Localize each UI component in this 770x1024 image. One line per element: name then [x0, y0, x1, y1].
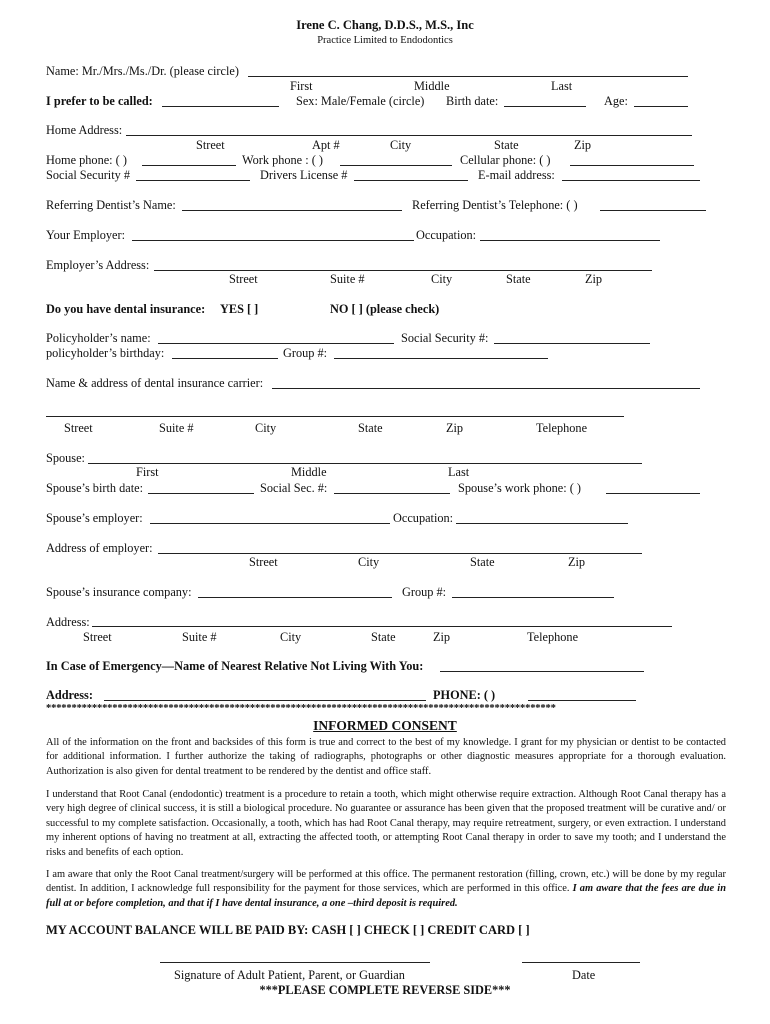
group-label: Group #:	[283, 346, 328, 360]
spouse-insurance-field[interactable]	[198, 597, 392, 598]
insurance-no-checkbox[interactable]: NO [ ] (please check)	[330, 302, 440, 316]
prefer-field[interactable]	[162, 106, 279, 107]
carrier-field[interactable]	[272, 388, 700, 389]
spouse-label: Spouse:	[46, 451, 85, 465]
signature-label: Signature of Adult Patient, Parent, or Guardian	[174, 968, 405, 982]
spouse-addr-street-sublabel: Street	[83, 630, 112, 644]
carrier-city-sublabel: City	[255, 421, 277, 435]
spouse-emp-street-sublabel: Street	[249, 555, 278, 569]
practice-name: Irene C. Chang, D.D.S., M.S., Inc	[296, 18, 474, 32]
referring-dentist-name-field[interactable]	[182, 210, 402, 211]
spouse-occupation-field[interactable]	[456, 523, 628, 524]
emergency-phone-field[interactable]	[528, 700, 636, 701]
prefer-label: I prefer to be called:	[46, 94, 153, 108]
employer-address-field[interactable]	[154, 270, 652, 271]
emergency-phone-label: PHONE: ( )	[433, 688, 496, 702]
emp-zip-sublabel: Zip	[585, 272, 603, 286]
policyholder-name-field[interactable]	[158, 343, 394, 344]
cell-phone-label: Cellular phone: ( )	[460, 153, 551, 167]
city-sublabel: City	[390, 138, 412, 152]
separator-stars: ****************************************************************************************************	[46, 703, 556, 714]
spouse-emp-state-sublabel: State	[470, 555, 495, 569]
home-address-label: Home Address:	[46, 123, 123, 137]
employer-field[interactable]	[132, 240, 414, 241]
referring-dentist-name-label: Referring Dentist’s Name:	[46, 198, 176, 212]
emergency-contact-label: In Case of Emergency—Name of Nearest Relative Not Living With You:	[46, 659, 424, 673]
insurance-yes-checkbox[interactable]: YES [ ]	[220, 302, 259, 316]
referring-dentist-phone-label: Referring Dentist’s Telephone: ( )	[412, 198, 578, 212]
carrier-street-sublabel: Street	[64, 421, 93, 435]
policyholder-ssn-field[interactable]	[494, 343, 650, 344]
first-sublabel: First	[290, 79, 313, 93]
consent-paragraph-3-text: I am aware that only the Root Canal treatment/surgery will be performed at this office. The permanent restoration (filling, crown, etc.) will be done by my regular dentist. In addition, I acknowledge full responsibility for the payment for those services, which are performed in this office.	[46, 869, 726, 895]
spouse-middle-sublabel: Middle	[291, 465, 327, 479]
spouse-emp-city-sublabel: City	[358, 555, 380, 569]
cell-phone-field[interactable]	[570, 165, 694, 166]
ssn-label: Social Security #	[46, 168, 131, 182]
consent-title: INFORMED CONSENT	[313, 718, 457, 733]
email-label: E-mail address:	[478, 168, 555, 182]
middle-sublabel: Middle	[414, 79, 450, 93]
birth-date-field[interactable]	[504, 106, 586, 107]
consent-paragraph-1: All of the information on the front and backsides of this form is true and correct to the best of my knowledge. I grant for my physician or dentist to be contacted for additional information. I further authorize the taking of radiographs, photographs or other diagnostic measures appropriate for a thorough evaluation. Authorization is also given for dental treatment to be rendered by the dentist and office staff.	[46, 737, 726, 777]
consent-paragraph-2: I understand that Root Canal (endodontic) treatment is a procedure to retain a tooth, which might otherwise require extraction. Although Root Canal therapy has a very high degree of clinical success, it is still a biological procedure. No guarantee or assurance has been given that the proposed treatment will be curative and/ or successful to my complete satisfaction. Occasionally, a tooth, which has had Root Canal therapy, may require retreatment, surgery, or even extraction. I understand my inherent options of having no treatment at all, extracting the affected tooth, or attempting Root Canal therapy in order to save my tooth; and I understand the risks and benefits of each option.	[46, 789, 726, 858]
spouse-name-field[interactable]	[88, 463, 642, 464]
emp-suite-sublabel: Suite #	[330, 272, 365, 286]
occupation-field[interactable]	[480, 240, 660, 241]
name-label: Name: Mr./Mrs./Ms./Dr. (please circle)	[46, 64, 239, 78]
drivers-license-field[interactable]	[354, 180, 468, 181]
carrier-state-sublabel: State	[358, 421, 383, 435]
emergency-contact-field[interactable]	[440, 671, 644, 672]
carrier-suite-sublabel: Suite #	[159, 421, 194, 435]
sex-label: Sex: Male/Female (circle)	[296, 94, 425, 108]
spouse-occupation-label: Occupation:	[393, 511, 454, 525]
employer-label: Your Employer:	[46, 228, 126, 242]
referring-dentist-phone-field[interactable]	[600, 210, 706, 211]
policyholder-birthday-label: policyholder’s birthday:	[46, 346, 165, 360]
age-field[interactable]	[634, 106, 688, 107]
spouse-ssn-field[interactable]	[334, 493, 450, 494]
birth-date-label: Birth date:	[446, 94, 499, 108]
date-label: Date	[572, 968, 596, 982]
spouse-addr-city-sublabel: City	[280, 630, 302, 644]
spouse-first-sublabel: First	[136, 465, 159, 479]
emergency-address-label: Address:	[46, 688, 93, 702]
reverse-side-note: ***PLEASE COMPLETE REVERSE SIDE***	[259, 983, 511, 997]
ssn-field[interactable]	[136, 180, 250, 181]
spouse-last-sublabel: Last	[448, 465, 470, 479]
home-phone-label: Home phone: ( )	[46, 153, 127, 167]
spouse-employer-address-field[interactable]	[158, 553, 642, 554]
spouse-insurance-label: Spouse’s insurance company:	[46, 585, 192, 599]
spouse-addr-telephone-sublabel: Telephone	[527, 630, 579, 644]
spouse-work-phone-label: Spouse’s work phone: ( )	[458, 481, 581, 495]
emp-state-sublabel: State	[506, 272, 531, 286]
zip-sublabel: Zip	[574, 138, 592, 152]
spouse-addr-suite-sublabel: Suite #	[182, 630, 217, 644]
spouse-ssn-label: Social Sec. #:	[260, 481, 328, 495]
consent-paragraph-3-emphasis: I am aware that the fees are due in full at or before completion, and that if I have dental insurance, a one –third deposit is required.	[46, 883, 726, 909]
spouse-work-phone-field[interactable]	[606, 493, 700, 494]
payment-method-label[interactable]: MY ACCOUNT BALANCE WILL BE PAID BY: CASH [ ] CHECK [ ] CREDIT CARD [ ]	[46, 923, 530, 937]
email-field[interactable]	[562, 180, 700, 181]
work-phone-label: Work phone : ( )	[242, 153, 323, 167]
work-phone-field[interactable]	[340, 165, 452, 166]
street-sublabel: Street	[196, 138, 225, 152]
home-address-field[interactable]	[126, 135, 692, 136]
signature-field[interactable]	[160, 962, 430, 963]
spouse-emp-zip-sublabel: Zip	[568, 555, 586, 569]
group-field[interactable]	[334, 358, 548, 359]
spouse-birth-field[interactable]	[148, 493, 254, 494]
insurance-question: Do you have dental insurance:	[46, 302, 206, 316]
consent-paragraph-3	[46, 868, 726, 911]
age-label: Age:	[604, 94, 628, 108]
emergency-address-field[interactable]	[104, 700, 426, 701]
carrier-label: Name & address of dental insurance carrier:	[46, 376, 264, 390]
spouse-employer-address-label: Address of employer:	[46, 541, 153, 555]
emp-street-sublabel: Street	[229, 272, 258, 286]
policyholder-ssn-label: Social Security #:	[401, 331, 489, 345]
practice-subtitle: Practice Limited to Endodontics	[317, 35, 453, 46]
apt-sublabel: Apt #	[312, 138, 340, 152]
date-field[interactable]	[522, 962, 640, 963]
employer-address-label: Employer’s Address:	[46, 258, 150, 272]
occupation-label: Occupation:	[416, 228, 477, 242]
spouse-group-field[interactable]	[452, 597, 614, 598]
carrier-address-field[interactable]	[46, 416, 624, 417]
state-sublabel: State	[494, 138, 519, 152]
spouse-employer-label: Spouse’s employer:	[46, 511, 143, 525]
spouse-address-field[interactable]	[92, 626, 672, 627]
spouse-group-label: Group #:	[402, 585, 447, 599]
home-phone-field[interactable]	[142, 165, 236, 166]
spouse-employer-field[interactable]	[150, 523, 390, 524]
policyholder-name-label: Policyholder’s name:	[46, 331, 151, 345]
drivers-license-label: Drivers License #	[260, 168, 348, 182]
carrier-telephone-sublabel: Telephone	[536, 421, 588, 435]
spouse-address-label: Address:	[46, 615, 90, 629]
carrier-zip-sublabel: Zip	[446, 421, 464, 435]
spouse-addr-zip-sublabel: Zip	[433, 630, 451, 644]
policyholder-birthday-field[interactable]	[172, 358, 278, 359]
last-sublabel: Last	[551, 79, 573, 93]
spouse-birth-label: Spouse’s birth date:	[46, 481, 143, 495]
name-field[interactable]	[248, 76, 688, 77]
spouse-addr-state-sublabel: State	[371, 630, 396, 644]
emp-city-sublabel: City	[431, 272, 453, 286]
